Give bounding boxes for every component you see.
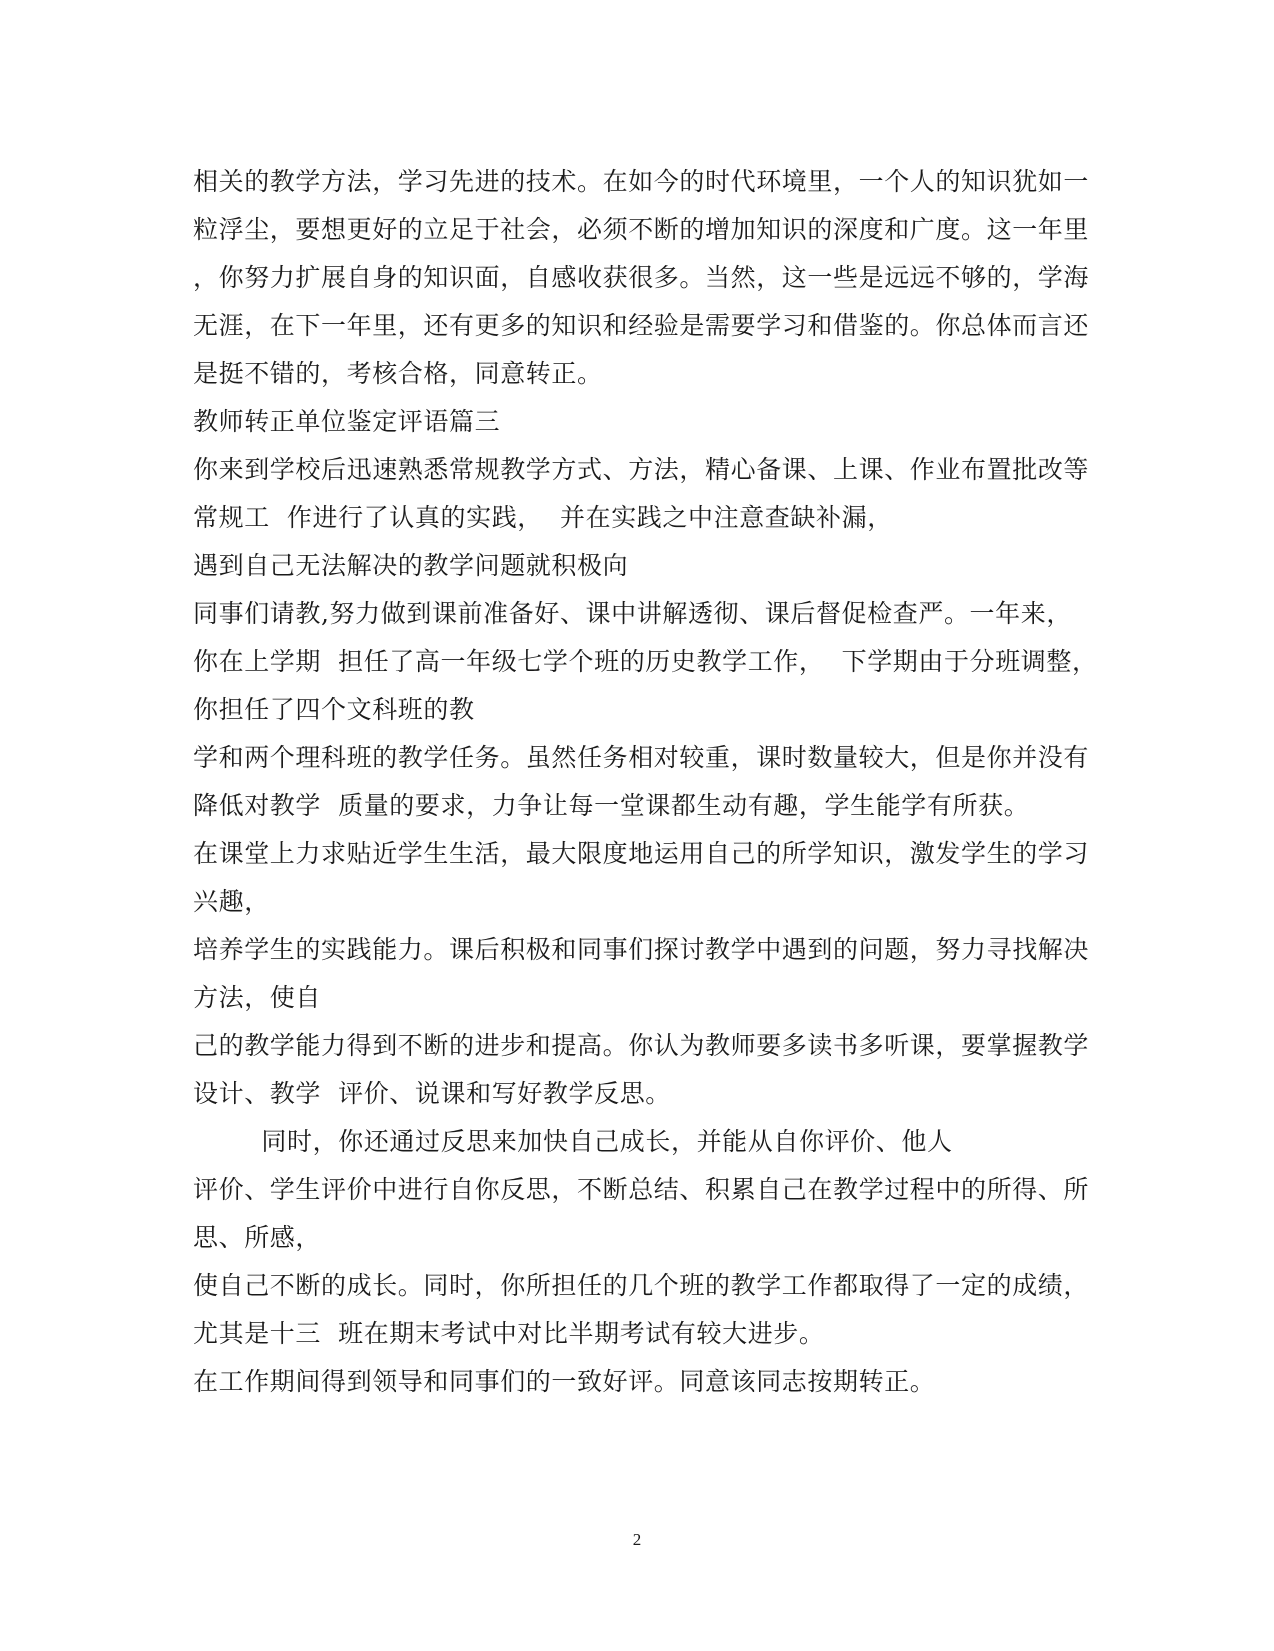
text-line: 方法，使自 [193,983,322,1012]
text-line: 同时，你还通过反思来加快自己成长，并能从自你评价、他人 [193,1127,953,1156]
section-heading: 教师转正单位鉴定评语篇三 [193,407,501,436]
text-line: 无涯，在下一年里，还有更多的知识和经验是需要学习和借鉴的。你总体而言还 [193,311,1090,340]
text-line: 你来到学校后迅速熟悉常规教学方式、方法，精心备课、上课、作业布置批改等 [193,455,1090,484]
text-line: 你担任了四个文科班的教 [193,695,475,724]
text-line: 常规工 作进行了认真的实践， 并在实践之中注意查缺补漏， [193,503,893,532]
text-line: 尤其是十三 班在期末考试中对比半期考试有较大进步。 [193,1319,825,1348]
text-line: 使自己不断的成长。同时，你所担任的几个班的教学工作都取得了一定的成绩， [193,1271,1090,1300]
text-line: 你在上学期 担任了高一年级七学个班的历史教学工作， 下学期由于分班调整， [193,647,1098,676]
text-line: 在课堂上力求贴近学生生活，最大限度地运用自己的所学知识，激发学生的学习 [193,839,1090,868]
text-line: 培养学生的实践能力。课后积极和同事们探讨教学中遇到的问题，努力寻找解决 [193,935,1090,964]
text-line: 学和两个理科班的教学任务。虽然任务相对较重，课时数量较大，但是你并没有 [193,743,1090,772]
body-text [193,158,1098,1406]
text-line: 粒浮尘，要想更好的立足于社会，必须不断的增加知识的深度和广度。这一年里 [193,215,1090,244]
text-line: 降低对教学 质量的要求，力争让每一堂课都生动有趣，学生能学有所获。 [193,791,1030,820]
text-line: 兴趣， [193,887,270,916]
page-number: 2 [632,1530,642,1549]
text-line: 在工作期间得到领导和同事们的一致好评。同意该同志按期转正。 [193,1367,936,1396]
text-line: 相关的教学方法，学习先进的技术。在如今的时代环境里，一个人的知识犹如一 [193,167,1090,196]
text-line: ，你努力扩展自身的知识面，自感收获很多。当然，这一些是远远不够的，学海 [193,263,1090,292]
text-line: 是挺不错的，考核合格，同意转正。 [193,359,603,388]
text-line: 己的教学能力得到不断的进步和提高。你认为教师要多读书多听课，要掌握教学 [193,1031,1090,1060]
text-line: 评价、学生评价中进行自你反思，不断总结、积累自己在教学过程中的所得、所 [193,1175,1090,1204]
text-line: 设计、教学 评价、说课和写好教学反思。 [193,1079,671,1108]
text-line: 遇到自己无法解决的教学问题就积极向 [193,551,629,580]
text-line: 思、所感， [193,1223,322,1252]
text-line: 同事们请教,努力做到课前准备好、课中讲解透彻、课后督促检查严。一年来， [193,599,1072,628]
